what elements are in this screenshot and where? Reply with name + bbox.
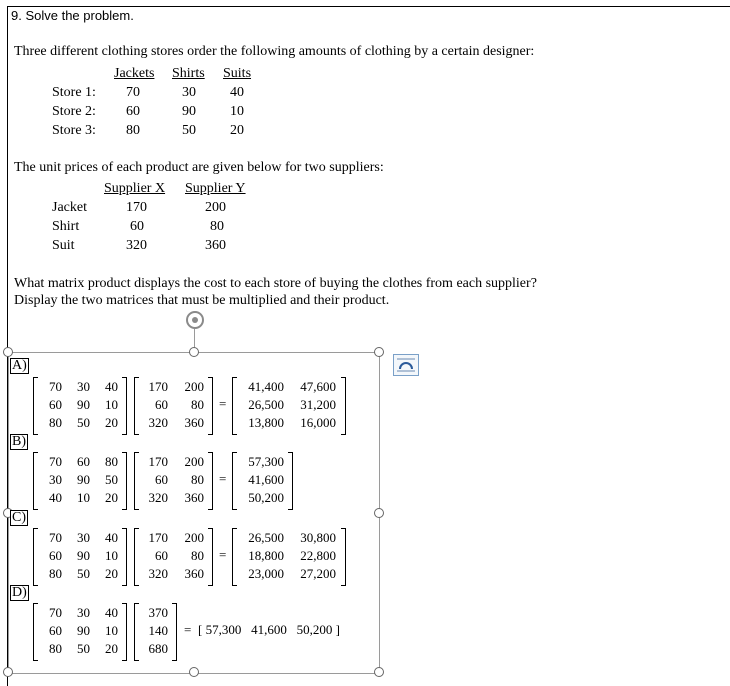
matrix-cell: 10 <box>105 548 118 563</box>
matrix-cell: 70 <box>49 605 62 620</box>
matrix-cell: 40 <box>49 490 62 505</box>
matrix-cell: 10 <box>77 490 90 505</box>
matrix-cell: 50,200 <box>248 490 284 505</box>
col-shirts: Shirts <box>172 66 205 81</box>
matrix-cell: 20 <box>105 415 118 430</box>
rotate-handle-icon[interactable] <box>186 311 204 329</box>
option-c-letter: C) <box>12 510 26 525</box>
matrix-cell: 80 <box>191 548 204 563</box>
matrix-cell: 320 <box>148 415 168 430</box>
matrix-cell: 60 <box>155 472 168 487</box>
option-d-letter: D) <box>12 585 27 600</box>
row-label: Store 1: <box>52 85 96 100</box>
matrix-cell: 70 <box>49 379 62 394</box>
matrix-cell: 40 <box>105 605 118 620</box>
intro-text: Three different clothing stores order the following amounts of clothing by a certain designer: <box>14 44 535 59</box>
equals-sign: = <box>184 622 192 637</box>
cell: 60 <box>126 104 140 119</box>
cell: 30 <box>182 85 196 100</box>
matrix-cell: 90 <box>77 397 90 412</box>
col-jackets: Jackets <box>114 66 155 81</box>
matrix-cell: 90 <box>77 623 90 638</box>
matrix-cell: 41,400 <box>248 379 284 394</box>
matrix-cell: 40 <box>105 379 118 394</box>
matrix-cell: 80 <box>191 397 204 412</box>
matrix-cell: 20 <box>105 641 118 656</box>
equals-sign: = <box>219 547 227 562</box>
matrix-cell: 50 <box>77 566 90 581</box>
prompt-line-1: What matrix product displays the cost to each store of buying the clothes from each supplier? <box>14 276 537 291</box>
matrix-cell: 13,800 <box>248 415 284 430</box>
matrix-cell: 170 <box>148 454 168 469</box>
matrix-cell: 20 <box>105 490 118 505</box>
row-label: Shirt <box>52 219 80 234</box>
row-label: Store 2: <box>52 104 96 119</box>
matrix-cell: 80 <box>49 415 62 430</box>
matrix-cell: 27,200 <box>300 566 336 581</box>
cell: 320 <box>126 238 147 253</box>
matrix-cell: 26,500 <box>248 530 284 545</box>
col-suits: Suits <box>223 66 252 81</box>
result-row-matrix: [ 57,300 41,600 50,200 ] <box>198 622 340 637</box>
question-header: 9. Solve the problem. <box>11 8 134 23</box>
matrix-cell: 30,800 <box>300 530 336 545</box>
prompt-line-2: Display the two matrices that must be multiplied and their product. <box>14 293 390 308</box>
matrix-cell: 320 <box>148 566 168 581</box>
matrix-cell: 320 <box>148 490 168 505</box>
matrix-cell: 30 <box>77 530 90 545</box>
resize-handle-bottom-left[interactable] <box>3 667 13 677</box>
row-label: Store 3: <box>52 123 96 138</box>
resize-handle-bottom-right[interactable] <box>374 667 384 677</box>
matrix-cell: 70 <box>49 454 62 469</box>
matrix-cell: 10 <box>105 397 118 412</box>
matrix-cell: 80 <box>105 454 118 469</box>
matrix-cell: 16,000 <box>300 415 336 430</box>
matrix-cell: 47,600 <box>300 379 336 394</box>
equals-sign: = <box>219 396 227 411</box>
resize-handle-right[interactable] <box>374 508 384 518</box>
cell: 50 <box>182 123 196 138</box>
matrix-cell: 80 <box>49 566 62 581</box>
matrix-cell: 57,300 <box>248 454 284 469</box>
matrix-cell: 360 <box>184 415 204 430</box>
matrix-cell: 200 <box>184 379 204 394</box>
cell: 40 <box>230 85 244 100</box>
cell: 70 <box>126 85 140 100</box>
matrix-cell: 60 <box>49 548 62 563</box>
resize-handle-top[interactable] <box>189 347 199 357</box>
matrix-cell: 360 <box>184 566 204 581</box>
matrix-cell: 680 <box>148 641 168 656</box>
matrix-cell: 60 <box>77 454 90 469</box>
option-a-letter: A) <box>12 358 27 373</box>
matrix-cell: 80 <box>49 641 62 656</box>
matrix-cell: 31,200 <box>300 397 336 412</box>
cell: 90 <box>182 104 196 119</box>
matrix-cell: 18,800 <box>248 548 284 563</box>
cell: 10 <box>230 104 244 119</box>
matrix-cell: 370 <box>148 605 168 620</box>
matrix-cell: 360 <box>184 490 204 505</box>
matrix-cell: 10 <box>105 623 118 638</box>
row-label: Jacket <box>52 200 87 215</box>
matrix-cell: 60 <box>49 397 62 412</box>
matrix-cell: 22,800 <box>300 548 336 563</box>
matrix-cell: 40 <box>105 530 118 545</box>
layout-options-icon[interactable] <box>393 354 419 376</box>
matrix-cell: 50 <box>77 415 90 430</box>
row-label: Suit <box>52 238 75 253</box>
matrix-cell: 30 <box>77 379 90 394</box>
matrix-cell: 70 <box>49 530 62 545</box>
resize-handle-bottom[interactable] <box>189 667 199 677</box>
question-top-border <box>7 6 730 7</box>
matrix-cell: 26,500 <box>248 397 284 412</box>
cell: 80 <box>210 219 224 234</box>
matrix-cell: 41,600 <box>248 472 284 487</box>
cell: 170 <box>126 200 147 215</box>
matrix-cell: 90 <box>77 548 90 563</box>
matrix-cell: 50 <box>105 472 118 487</box>
matrix-cell: 60 <box>49 623 62 638</box>
matrix-cell: 30 <box>77 605 90 620</box>
matrix-cell: 23,000 <box>248 566 284 581</box>
col-supplier-x: Supplier X <box>104 181 166 196</box>
cell: 20 <box>230 123 244 138</box>
matrix-cell: 30 <box>49 472 62 487</box>
option-b-letter: B) <box>12 434 26 449</box>
matrix-cell: 20 <box>105 566 118 581</box>
cell: 360 <box>205 238 226 253</box>
col-supplier-y: Supplier Y <box>185 181 246 196</box>
matrix-cell: 170 <box>148 530 168 545</box>
cell: 80 <box>126 123 140 138</box>
cell: 200 <box>205 200 226 215</box>
cell: 60 <box>130 219 144 234</box>
matrix-cell: 170 <box>148 379 168 394</box>
resize-handle-top-left[interactable] <box>3 347 13 357</box>
matrix-cell: 200 <box>184 530 204 545</box>
matrix-cell: 200 <box>184 454 204 469</box>
matrix-cell: 140 <box>148 623 168 638</box>
matrix-cell: 80 <box>191 472 204 487</box>
matrix-cell: 60 <box>155 548 168 563</box>
matrix-cell: 90 <box>77 472 90 487</box>
equals-sign: = <box>219 471 227 486</box>
prices-intro: The unit prices of each product are given below for two suppliers: <box>14 160 384 175</box>
matrix-cell: 50 <box>77 641 90 656</box>
matrix-cell: 60 <box>155 397 168 412</box>
resize-handle-top-right[interactable] <box>374 347 384 357</box>
